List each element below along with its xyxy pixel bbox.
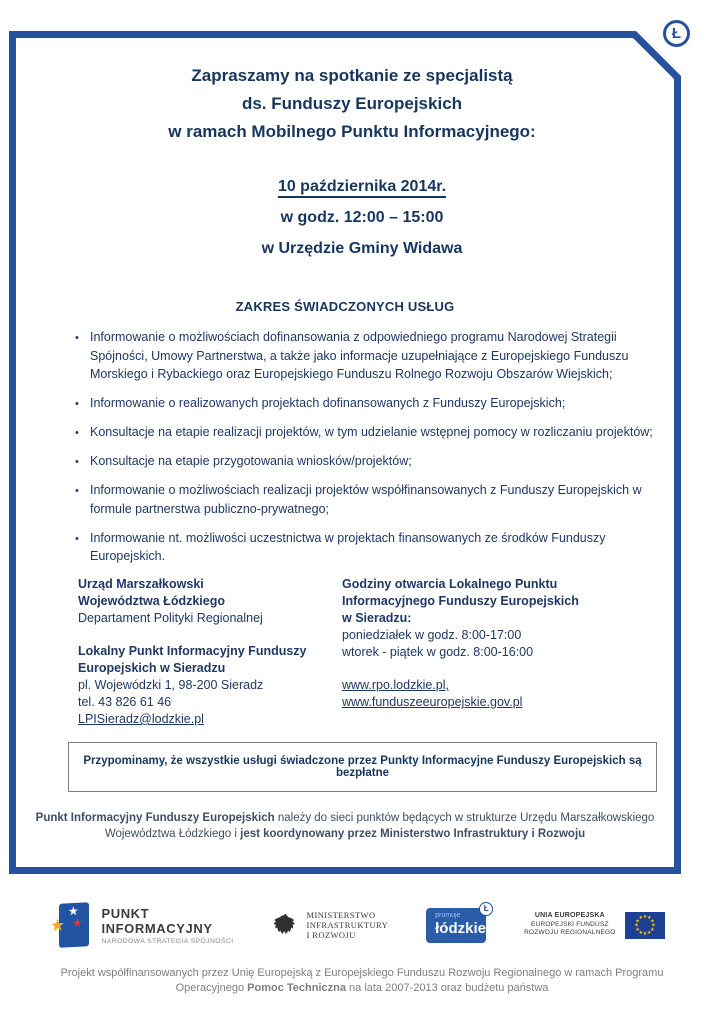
spacer (342, 661, 634, 677)
network-note-bold-2: jest koordynowany przez Ministerstwo Infrastruktury i Rozwoju (240, 828, 586, 840)
ministry-line-1: MINISTERSTWO (306, 910, 376, 920)
funding-footer-line-2: Operacyjnego Pomoc Techniczna na lata 2007-2013 oraz budżetu państwa (175, 982, 549, 994)
office-name-line-2: Województwa Łódzkiego (78, 594, 225, 608)
lodzkie-logo-box (426, 904, 489, 943)
hours-heading-line-2: Informacyjnego Funduszy Europejskich (342, 594, 579, 608)
eu-logo-line-3: ROZWOJU REGIONALNEGO (524, 929, 616, 937)
contact-section (16, 576, 674, 728)
event-time: w godz. 12:00 – 15:00 (280, 209, 444, 226)
document-content (16, 38, 674, 842)
lodzkie-logo-small-text: promuje (435, 911, 461, 919)
nss-punkt-informacyjny-logo (50, 903, 234, 947)
polish-eagle-icon (272, 911, 299, 940)
service-item-4: • Konsultacje na etapie przygotowania wniosków/projektów; (90, 452, 664, 471)
eu-logo-line-2: EUROPEJSKI FUNDUSZ (531, 920, 609, 928)
svg-text:★: ★ (638, 929, 643, 936)
lodzkie-logo-big-text: łódzkie (435, 919, 486, 937)
service-item-2: • Informowanie o realizowanych projektach dofinansowanych z Funduszy Europejskich; (90, 394, 664, 413)
eu-funds-website-link[interactable]: www.funduszeeuropejskie.gov.pl (342, 695, 523, 709)
funding-footer (0, 966, 724, 996)
promuje-lodzkie-logo (426, 904, 489, 943)
nss-logo-title-2: INFORMACYJNY (101, 920, 213, 936)
info-point-phone: tel. 43 826 61 46 (78, 695, 172, 709)
spacer (78, 627, 342, 643)
nss-logo-subtitle: NARODOWA STRATEGIA SPÓJNOŚCI (101, 937, 234, 945)
info-point-name-line-2: Europejskich w Sieradzu (78, 661, 226, 675)
svg-text:★: ★ (649, 926, 655, 933)
svg-text:★: ★ (649, 917, 655, 924)
service-item-3: • Konsultacje na etapie realizacji projektów, w tym udzielanie wstępnej pomocy w rozliczaniu projektów; (90, 423, 664, 442)
hours-heading-line-1: Godziny otwarcia Lokalnego Punktu (342, 577, 558, 591)
ministry-logo (272, 910, 389, 940)
ministry-line-3: I ROZWOJU (306, 930, 356, 940)
partner-logos-row (0, 888, 724, 962)
red-star-icon: ★ (72, 915, 84, 931)
email-link[interactable]: LPISieradz@lodzkie.pl (78, 712, 204, 726)
ministry-line-2: INFRASTRUKTURY (306, 920, 389, 930)
svg-text:★: ★ (633, 922, 639, 928)
contact-office-block (78, 576, 342, 728)
info-point-address: pl. Wojewódzki 1, 98-200 Sieradz (78, 678, 264, 692)
network-note-regular: należy do sieci punktów będących w strukturze Urzędu Marszałkowskiego Województwa Łódzkiego i (104, 812, 655, 840)
eu-logo-line-1: UNIA EUROPEJSKA (534, 912, 605, 920)
yellow-star-icon: ★ (50, 915, 66, 936)
eu-flag-icon (625, 912, 665, 939)
free-services-notice-text: Przypominamy, że wszystkie usługi świadczone przez Punkty Informacyjne Funduszy Europejskich są bezpłatne (83, 755, 642, 779)
free-services-notice-box (68, 742, 657, 792)
nss-logo-title-1: PUNKT (101, 905, 150, 921)
services-list (90, 328, 664, 566)
svg-text:★: ★ (650, 922, 656, 928)
hours-heading-line-3: w Sieradzu: (342, 611, 412, 625)
services-section-heading: ZAKRES ŚWIADCZONYCH USŁUG (235, 299, 455, 314)
hours-monday: poniedziałek w godz. 8:00-17:00 (342, 628, 522, 642)
event-place: w Urzędzie Gminy Widawa (261, 240, 463, 257)
rpo-website-link[interactable]: www.rpo.lodzkie.pl, (342, 678, 449, 692)
network-coordination-note (16, 810, 674, 842)
hours-tue-fri: wtorek - piątek w godz. 8:00-16:00 (342, 645, 534, 659)
title-line-1: Zapraszamy na spotkanie ze specjalistą (191, 66, 513, 85)
lodzkie-region-badge-icon (663, 20, 690, 47)
event-details (16, 176, 674, 259)
event-date: 10 października 2014r. (278, 178, 446, 198)
eu-erdf-logo (524, 912, 664, 939)
nss-flag-icon (50, 902, 89, 948)
svg-text:★: ★ (646, 929, 652, 936)
service-item-6: • Informowanie nt. możliwości uczestnictwa w projektach finansowanych ze środków Funduszy Europejskich. (90, 529, 664, 566)
svg-text:★: ★ (638, 914, 643, 921)
service-item-5: • Informowanie o możliwościach realizacji projektów współfinansowanych z Funduszy Europejskich w formule partnerstwa publiczno-prywatnego; (90, 481, 664, 518)
title-line-3: w ramach Mobilnego Punktu Informacyjnego: (168, 122, 536, 141)
lodzkie-badge-icon: Ł (479, 902, 493, 916)
svg-text:★: ★ (634, 926, 640, 933)
svg-text:★: ★ (642, 913, 647, 920)
opening-hours-block (342, 576, 634, 728)
corner-badge-letter: Ł (671, 25, 682, 42)
svg-text:★: ★ (646, 914, 652, 921)
funding-footer-line-1: Projekt współfinansowanych przez Unię Europejską z Europejskiego Funduszu Rozwoju Regionalnego w ramach Programu (60, 967, 664, 979)
white-star-icon: ★ (68, 903, 80, 919)
svg-text:★: ★ (642, 930, 647, 937)
office-name-line-1: Urząd Marszałkowski (78, 577, 204, 591)
title-line-2: ds. Funduszy Europejskich (241, 94, 463, 113)
svg-text:★: ★ (634, 917, 640, 924)
invitation-title (16, 62, 674, 146)
office-department: Departament Polityki Regionalnej (78, 611, 263, 625)
service-item-1: • Informowanie o możliwościach dofinansowania z odpowiedniego programu Narodowej Strategii Spójności, Umowy Partnerstwa, a także jako informacje uzupełniające z Europejskiego Funduszu Morskiego i Rybackiego oraz Europejskiego Funduszu Rolnego Rozwoju Obszarów Wiejskich; (90, 328, 664, 384)
network-note-bold-1: Punkt Informacyjny Funduszy Europejskich (35, 812, 275, 824)
info-point-name-line-1: Lokalny Punkt Informacyjny Funduszy (78, 644, 307, 658)
